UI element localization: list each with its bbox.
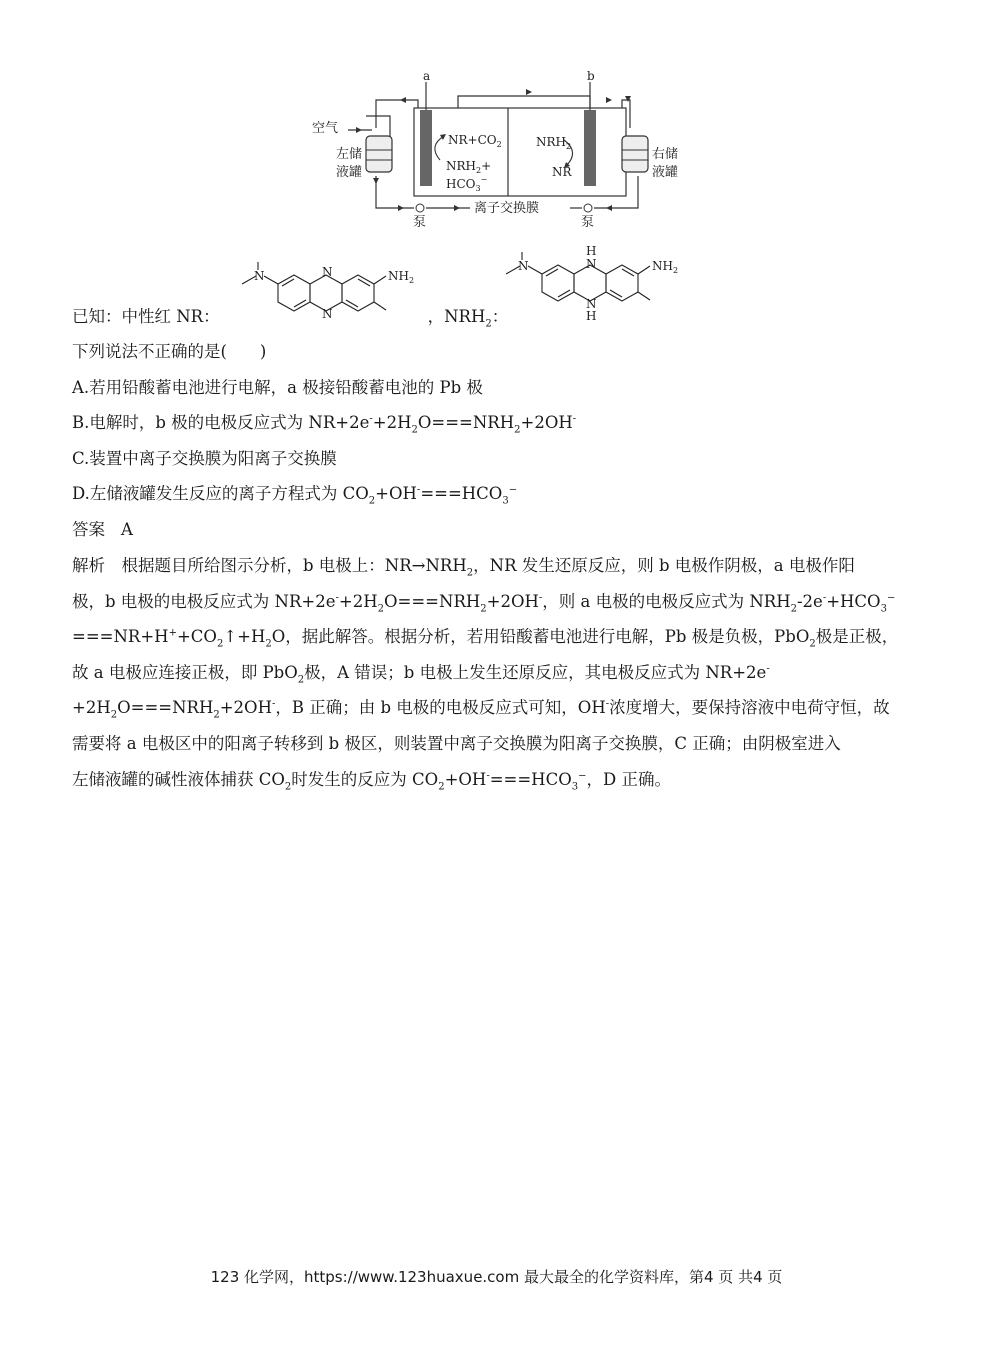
membrane-label: 离子交换膜 [474,201,540,216]
nrh2-h-top: H [586,244,597,258]
left-tank-label-2: 液罐 [336,165,363,180]
nrh2-n-left: N [518,259,529,273]
left-tank-label-1: 左储 [336,147,363,162]
right-tank [622,136,648,172]
answer-value: A [121,520,133,539]
left-species-bottom: $HCO_3^-$ [446,175,488,193]
label-b: b [587,69,595,83]
electrolysis-diagram [300,68,700,238]
left-tank [366,136,392,172]
nr-n-top: N [322,265,333,279]
option-b: B.电解时，b 极的电极反应式为 $NR+2e^-+2H_2O===NRH_2+2OH^-$ [72,413,577,436]
right-species-bottom: NR [552,165,572,179]
nr-n-left: N [254,269,265,283]
nr-n-bottom: N [322,307,333,321]
explanation-line-5: $+2H_2O===NRH_2+2OH^-$，B 正确；由 b 电极的电极反应式可知，OH-浓度增大，要保持溶液中电荷守恒，故 [72,698,890,721]
explanation-line-3: $===NR+H^++CO_2↑+H_2O$，据此解答。根据分析，若用铅酸蓄电池进行电解，Pb 极是负极，PbO$_2$极是正极， [72,627,899,650]
left-species-mid: $NRH_2+$ [446,159,492,175]
right-pump-icon [584,204,592,212]
known-line: 已知：中性红 NR： ，$NRH_2$： [72,307,509,330]
explanation-line-1: 解析 根据题目所给图示分析，b 电极上：$NR\to NRH_2$，NR 发生还原反应，则 b 电极作阴极，a 电极作阳 [72,556,855,579]
electrode-b [584,110,596,186]
explanation-line-4: 故 a 电极应连接正极，即 PbO$_2$极，A 错误；b 电极上发生还原反应，其电极反应式为 NR+2e- [72,663,770,686]
air-label: 空气 [312,121,339,136]
nrh2-n-top: N [586,257,597,271]
page-footer: 123 化学网，https://www.123huaxue.com 最大最全的化学资料库，第4 页 共4 页 [210,1268,783,1286]
nrh2-n-bottom: N [586,297,597,311]
question-stem: 下列说法不正确的是( ) [72,342,267,361]
right-tank-label-1: 右储 [652,147,679,162]
explanation-line-7: 左储液罐的碱性液体捕获 $CO_2$时发生的反应为 $CO_2+OH^-===HCO_3^-$，D 正确。 [72,770,671,793]
nrh2-nh2: $NH_2$ [652,259,679,275]
nrh2-h-bottom: H [586,309,597,323]
explanation-line-2: 极，b 电极的电极反应式为 $NR+2e^-+2H_2O===NRH_2+2OH^-$，则 a 电极的电极反应式为 $NRH_2-2e^-+HCO_3^-$ [72,592,896,615]
left-pump-icon [416,204,424,212]
answer-line [72,520,133,540]
electrode-a [420,110,432,186]
right-species-top: $NRH_2$ [536,135,572,151]
nrh2-structure [500,244,700,324]
right-pump-label: 泵 [581,215,595,230]
option-a: A.若用铅酸蓄电池进行电解，a 极接铅酸蓄电池的 Pb 极 [72,378,483,397]
answer-label: 答案 [72,520,105,539]
left-species-top: $NR+CO_2$ [448,133,502,149]
label-a: a [423,69,431,83]
option-c: C.装置中离子交换膜为阳离子交换膜 [72,449,337,468]
right-tank-label-2: 液罐 [652,165,679,180]
option-d: D.左储液罐发生反应的离子方程式为 $CO_2+OH^-===HCO_3^-$ [72,484,518,507]
left-pump-label: 泵 [413,215,427,230]
explanation-line-6: 需要将 a 电极区中的阳离子转移到 b 极区，则装置中离子交换膜为阳离子交换膜，C 正确；由阴极室进入 [72,734,841,753]
nr-nh2: $NH_2$ [388,269,415,285]
